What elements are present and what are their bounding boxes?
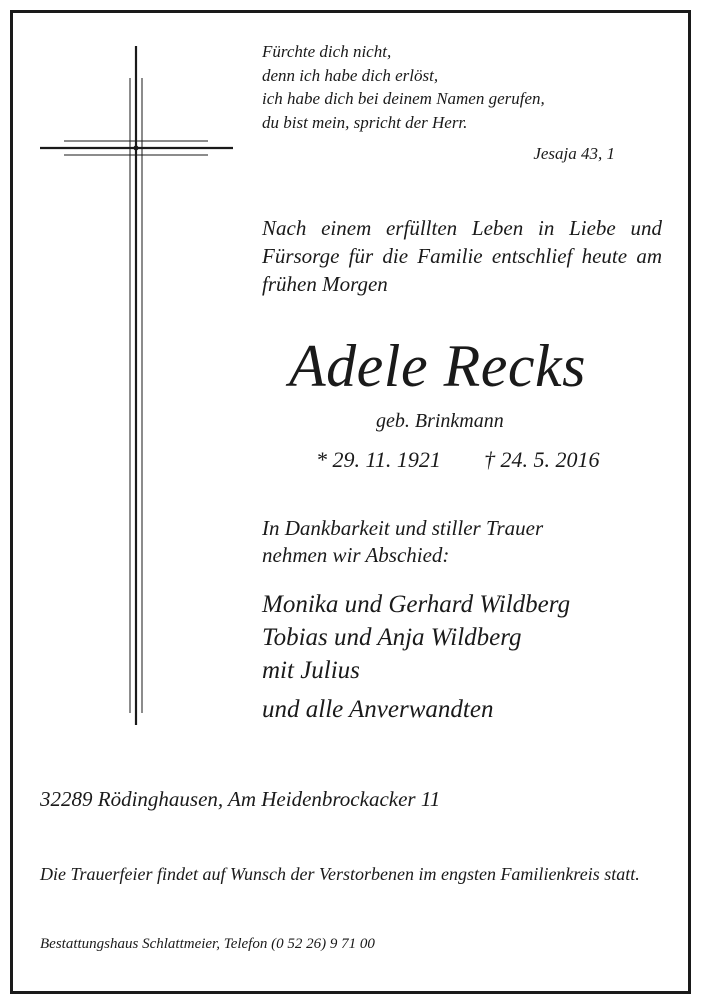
verse-reference: Jesaja 43, 1 (533, 144, 615, 163)
mourners-list (262, 588, 570, 726)
address: 32289 Rödinghausen, Am Heidenbrockacker 11 (40, 787, 441, 811)
maiden-name: geb. Brinkmann (376, 410, 504, 432)
thanks-line: nehmen wir Abschied: (262, 543, 450, 567)
mourner-entry: mit Julius (262, 657, 360, 684)
verse-line: du bist mein, spricht der Herr. (262, 112, 468, 132)
intro-text: Nach einem erfüllten Leben in Liebe und Fürsorge für die Familie entschlief heute am frühen Morgen (262, 216, 662, 296)
ceremony-notice: Die Trauerfeier findet auf Wunsch der Verstorbenen im engsten Familienkreis statt. (40, 864, 640, 884)
thanks-line: In Dankbarkeit und stiller Trauer (262, 516, 544, 540)
mourner-entry: und alle Anverwandten (262, 696, 494, 723)
verse-line: denn ich habe dich erlöst, (262, 65, 439, 85)
verse-line: ich habe dich bei deinem Namen gerufen, (262, 89, 545, 108)
birth-date: * 29. 11. 1921 (316, 447, 441, 472)
verse-line: Fürchte dich nicht, (262, 42, 392, 61)
funeral-home-contact: Bestattungshaus Schlattmeier, Telefon (0 52 26) 9 71 00 (40, 936, 375, 952)
deceased-name: Adele Recks (289, 333, 586, 399)
mourner-entry: Tobias und Anja Wildberg (262, 624, 522, 651)
bible-verse (262, 40, 545, 134)
mourner-entry: Monika und Gerhard Wildberg (262, 591, 571, 618)
death-date: † 24. 5. 2016 (484, 447, 600, 472)
thanks-text (262, 515, 543, 569)
